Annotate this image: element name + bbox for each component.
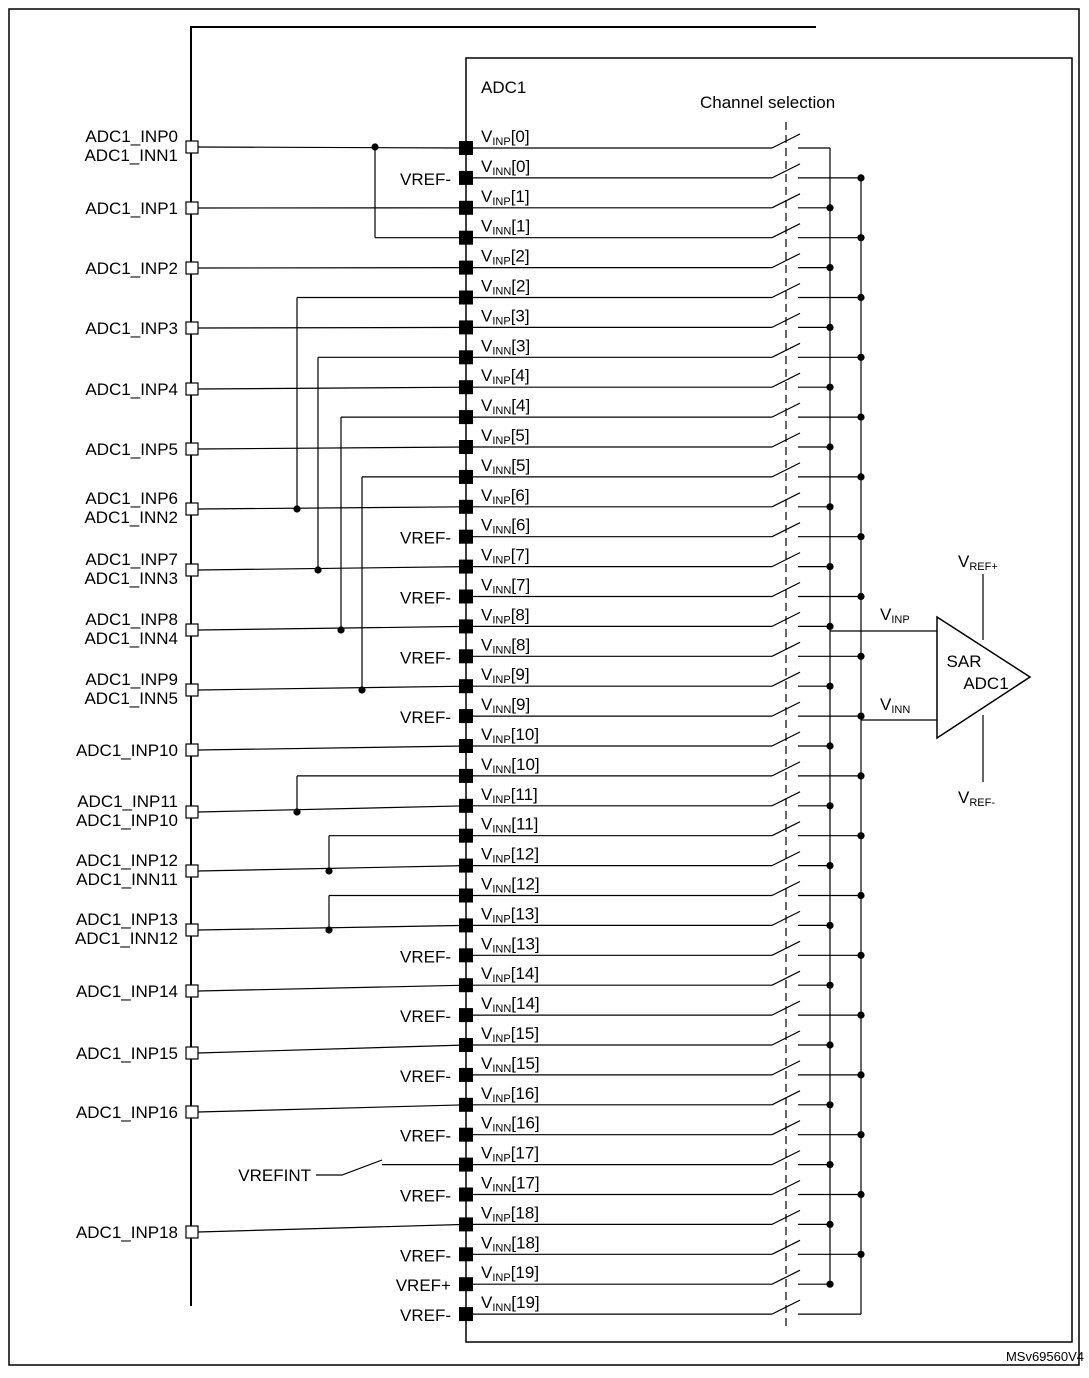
pins [75,127,466,1325]
pin-wire [198,1045,466,1053]
vref-minus-ref: VREF- [958,788,995,809]
channel-switch [772,822,800,836]
vref-minus-label: VREF- [400,1067,451,1086]
channel-pad [459,1307,473,1321]
pin-label: ADC1_INP5 [85,440,178,459]
vref-minus-label: VREF- [400,1246,451,1265]
pin-label: ADC1_INP15 [76,1044,178,1063]
pin-wire [198,985,466,991]
vref-minus-label: VREF- [400,1007,451,1026]
channel-label: VINP[19] [481,1263,539,1284]
pin-label: ADC1_INP18 [76,1223,178,1242]
pin-wire [198,626,466,630]
channel-label: VINP[10] [481,725,539,746]
channel-selection-label: Channel selection [700,93,835,112]
pin-label: ADC1_INP3 [85,319,178,338]
vinn-ref: VINN [880,695,910,716]
channel-label: VINN[1] [481,217,530,238]
pin-label: ADC1_INP10 [76,741,178,760]
channel-pad [459,1068,473,1082]
channel-pad [459,560,473,574]
pin-wire [198,746,466,750]
channel-pad [459,141,473,155]
channel-pad [459,1188,473,1202]
channel-label: VINN[18] [481,1233,540,1254]
channel-pad [459,590,473,604]
channel-pad [459,201,473,215]
vref-minus-label: VREF- [400,529,451,548]
pin-pad [186,202,198,214]
pin-label-alt: ADC1_INN1 [84,146,178,165]
pin-wire [198,387,466,389]
channel-label: VINP[3] [481,306,530,327]
vref-minus-label: VREF- [400,708,451,727]
pin-label-alt: ADC1_INN5 [84,689,178,708]
vref-minus-label: VREF- [400,170,451,189]
pin-label: ADC1_INP11 [77,792,178,811]
pin-pad [186,684,198,696]
channel-switch [772,224,800,238]
channel-label: VINP[7] [481,546,530,567]
channel-label: VINP[11] [481,785,538,806]
channel-label: VINN[19] [481,1293,540,1314]
pin-wire [198,327,466,328]
channel-pad [459,261,473,275]
pin-label-alt: ADC1_INN4 [84,629,178,648]
channel-pad [459,440,473,454]
channel-pad [459,1008,473,1022]
channel-label: VINP[12] [481,845,539,866]
pin-pad [186,443,198,455]
channel-pad [459,799,473,813]
channel-pad [459,709,473,723]
channel-label: VINP[14] [481,964,539,985]
pin-pad [186,624,198,636]
channel-label: VINN[17] [481,1174,540,1195]
vref-minus-label: VREF- [400,648,451,667]
pin-wire [198,507,466,509]
vref-minus-label: VREF- [400,1127,451,1146]
channel-label: VINP[4] [481,366,530,387]
pin-label: ADC1_INP7 [85,550,178,569]
channel-label: VINN[7] [481,576,530,597]
vref-minus-label: VREF- [400,589,451,608]
channel-pad [459,889,473,903]
channel-label: VINP[18] [481,1203,539,1224]
pin-pad [186,865,198,877]
pin-wire [198,147,466,148]
channel-label: VINP[16] [481,1084,539,1105]
channel-label: VINP[0] [481,127,530,148]
pin-label: ADC1_INP16 [76,1103,178,1122]
pin-label: ADC1_INP13 [76,910,178,929]
pin-bus [191,27,816,1306]
block-label: ADC1 [481,78,526,97]
channel-switch [772,313,800,327]
pin-pad [186,141,198,153]
wires [293,134,937,1314]
pin-pad [186,322,198,334]
channel-pad [459,1128,473,1142]
pin-label: ADC1_INP8 [85,610,178,629]
pin-label: ADC1_INP12 [76,851,178,870]
channel-pad [459,231,473,245]
pin-label-alt: ADC1_INN3 [84,569,178,588]
channel-label: VINP[1] [481,187,530,208]
pin-pad [186,744,198,756]
channel-switch [772,523,800,537]
channel-switch [772,1210,800,1224]
channel-switch [772,612,800,626]
pin-pad [186,1106,198,1118]
channel-label: VINN[2] [481,277,530,298]
channel-pad [459,649,473,663]
channel-pad [459,380,473,394]
channel-pad [459,1098,473,1112]
pin-pad [186,383,198,395]
channel-label: VINN[4] [481,396,530,417]
pin-label: ADC1_INP4 [85,380,178,399]
channel-pad [459,530,473,544]
channel-label: VINP[8] [481,605,530,626]
channel-pad [459,1277,473,1291]
channel-label: VINN[15] [481,1054,540,1075]
pin-label: ADC1_INP9 [85,670,178,689]
vref-plus-ref: VREF+ [958,552,998,573]
channel-pad [459,978,473,992]
channel-label: VINN[3] [481,336,530,357]
vref-minus-label: VREF- [400,947,451,966]
channel-switch [772,911,800,925]
channel-label: VINN[5] [481,456,530,477]
channel-label: VINP[15] [481,1024,539,1045]
pin-pad [186,503,198,515]
channel-pad [459,679,473,693]
channel-label: VINP[5] [481,426,530,447]
pin-pad [186,806,198,818]
channel-pad [459,619,473,633]
pin-label: ADC1_INP14 [76,982,178,1001]
channel-label: VINP[6] [481,486,530,507]
channel-pad [459,829,473,843]
channel-pad [459,769,473,783]
channel-pad [459,1038,473,1052]
adc-inputs [459,127,540,1321]
pin-pad [186,564,198,576]
channel-pad [459,410,473,424]
pin-wire [198,567,466,570]
pin-pad [186,1226,198,1238]
channel-pad [459,1247,473,1261]
channel-label: VINP[13] [481,904,539,925]
branch-junction [371,143,378,150]
pin-wire [198,1224,466,1232]
sar-adc-label-1: SAR [947,652,982,671]
channel-label: VINN[6] [481,516,530,537]
channel-pad [459,1158,473,1172]
channel-label: VINN[0] [481,157,530,178]
channel-label: VINN[13] [481,934,540,955]
channel-label: VINP[2] [481,247,530,268]
channel-pad [459,171,473,185]
channel-label: VINN[9] [481,695,530,716]
pin-label-alt: ADC1_INN2 [84,508,178,527]
channel-pad [459,948,473,962]
channel-label: VINP[9] [481,665,530,686]
vinp-ref: VINP [880,605,910,626]
pin-label: ADC1_INP0 [85,127,178,146]
pin-label: ADC1_INP1 [85,199,178,218]
pin-pad [186,924,198,936]
channel-label: VINP[17] [481,1144,539,1165]
channel-switch [772,1121,800,1135]
channel-label: VINN[11] [481,815,538,836]
pin-label: ADC1_INP6 [85,489,178,508]
vrefint-label: VREFINT [238,1166,311,1185]
sar-adc-label-2: ADC1 [963,674,1008,693]
channel-pad [459,1217,473,1231]
channel-pad [459,739,473,753]
pin-label: ADC1_INP2 [85,259,178,278]
pin-label-alt: ADC1_INP10 [76,811,178,830]
pin-pad [186,985,198,997]
channel-label: VINN[12] [481,875,540,896]
pin-label-alt: ADC1_INN11 [76,870,178,889]
channel-pad [459,500,473,514]
pin-wire [198,806,466,812]
pin-label-alt: ADC1_INN12 [75,929,178,948]
pin-wire [198,686,466,690]
channel-label: VINN[16] [481,1114,540,1135]
channel-pad [459,320,473,334]
pin-pad [186,1047,198,1059]
channel-label: VINN[10] [481,755,540,776]
channel-pad [459,918,473,932]
channel-pad [459,470,473,484]
figure-reference: MSv69560V4 [1006,1349,1084,1364]
channel-pad [459,350,473,364]
branch-junction [314,566,321,573]
pin-wire [198,1105,466,1112]
vrefint-leader [316,1160,382,1175]
pin-wire [198,447,466,449]
channel-label: VINN[8] [481,635,530,656]
vref-plus-label: VREF+ [396,1276,451,1295]
channel-label: VINN[14] [481,994,540,1015]
branch-junction [293,505,300,512]
channel-pad [459,859,473,873]
vref-minus-label: VREF- [400,1187,451,1206]
channel-pad [459,291,473,305]
pin-pad [186,262,198,274]
vref-minus-label: VREF- [400,1306,451,1325]
